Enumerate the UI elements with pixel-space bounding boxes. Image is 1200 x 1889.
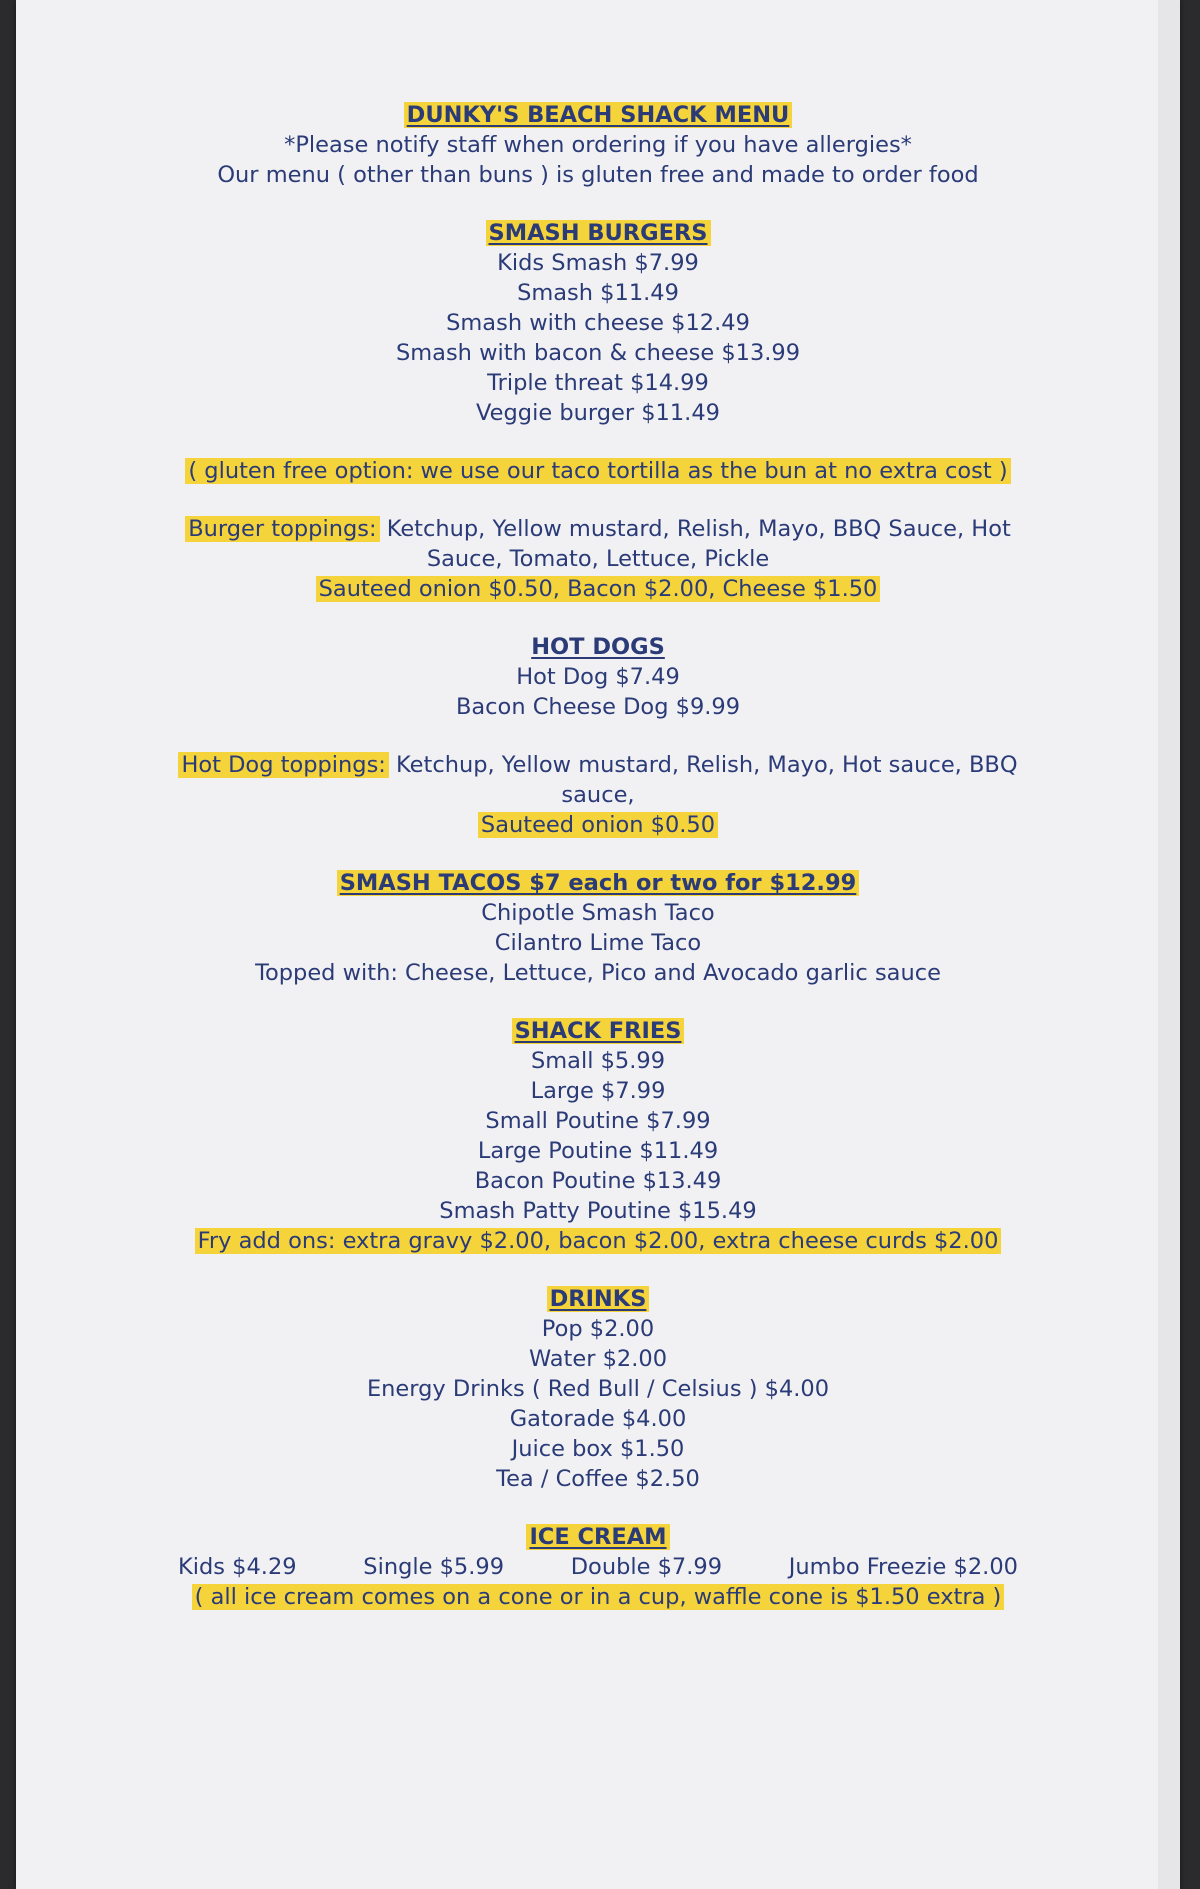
fries-heading: SHACK FRIES	[512, 1018, 685, 1044]
hotdog-toppings-list: Ketchup, Yellow mustard, Relish, Mayo, Hot sauce, BBQ	[388, 752, 1018, 778]
menu-item: Small Poutine $7.99	[485, 1108, 711, 1134]
allergy-notice: *Please notify staff when ordering if you have allergies*	[284, 132, 912, 158]
menu-title: DUNKY'S BEACH SHACK MENU	[404, 102, 793, 128]
icecream-note: ( all ice cream comes on a cone or in a cup, waffle cone is $1.50 extra )	[192, 1584, 1005, 1610]
menu-item: Chipotle Smash Taco	[481, 900, 715, 926]
menu-item: Bacon Cheese Dog $9.99	[455, 694, 741, 720]
menu-item: Smash Patty Poutine $15.49	[439, 1198, 757, 1224]
menu-item: Tea / Coffee $2.50	[496, 1466, 700, 1492]
menu-item: Small $5.99	[530, 1048, 666, 1074]
burger-paid-toppings: Sauteed onion $0.50, Bacon $2.00, Cheese $1.50	[316, 576, 881, 602]
menu-item: Kids $4.29	[178, 1554, 297, 1580]
menu-item: Jumbo Freezie $2.00	[788, 1554, 1018, 1580]
burger-toppings-list: Ketchup, Yellow mustard, Relish, Mayo, BBQ Sauce, Hot	[379, 516, 1011, 542]
hotdog-toppings-label: Hot Dog toppings:	[178, 752, 388, 778]
menu-item: Smash with cheese $12.49	[446, 310, 750, 336]
menu-item: Gatorade $4.00	[509, 1406, 687, 1432]
gluten-notice: Our menu ( other than buns ) is gluten free and made to order food	[217, 162, 979, 188]
hotdogs-heading: HOT DOGS	[531, 634, 665, 660]
icecream-items	[178, 1552, 1018, 1582]
menu-item: Water $2.00	[528, 1346, 668, 1372]
menu-item: Bacon Poutine $13.49	[474, 1168, 722, 1194]
burger-toppings-line	[16, 514, 1180, 544]
menu-item: Juice box $1.50	[511, 1436, 685, 1462]
menu-paper	[16, 0, 1180, 1889]
menu-item: Veggie burger $11.49	[476, 400, 720, 426]
tacos-heading: SMASH TACOS $7 each or two for $12.99	[337, 870, 860, 896]
menu-item: Hot Dog $7.49	[516, 664, 680, 690]
tacos-topped: Topped with: Cheese, Lettuce, Pico and Avocado garlic sauce	[255, 960, 941, 986]
menu-item: Kids Smash $7.99	[497, 250, 699, 276]
menu-item: Single $5.99	[363, 1554, 505, 1580]
menu-item: Smash with bacon & cheese $13.99	[395, 340, 801, 366]
menu-content	[16, 100, 1180, 1612]
menu-item: Energy Drinks ( Red Bull / Celsius ) $4.00	[366, 1376, 830, 1402]
menu-item: Large Poutine $11.49	[477, 1138, 719, 1164]
menu-item: Triple threat $14.99	[487, 370, 709, 396]
menu-item: Cilantro Lime Taco	[494, 930, 702, 956]
drinks-heading: DRINKS	[547, 1286, 650, 1312]
menu-item: Large $7.99	[530, 1078, 666, 1104]
menu-item: Double $7.99	[570, 1554, 723, 1580]
burger-toppings-list-cont: Sauce, Tomato, Lettuce, Pickle	[426, 546, 770, 572]
hotdog-paid-toppings: Sauteed onion $0.50	[478, 812, 718, 838]
burgers-heading: SMASH BURGERS	[486, 220, 711, 246]
hotdog-toppings-list-cont: sauce,	[561, 782, 635, 808]
fry-addons: Fry add ons: extra gravy $2.00, bacon $2.00, extra cheese curds $2.00	[195, 1228, 1002, 1254]
menu-item: Smash $11.49	[517, 280, 679, 306]
menu-item: Pop $2.00	[541, 1316, 655, 1342]
burger-toppings-label: Burger toppings:	[185, 516, 379, 542]
hotdog-toppings-line	[16, 750, 1180, 780]
icecream-heading: ICE CREAM	[526, 1524, 669, 1550]
gluten-free-option: ( gluten free option: we use our taco tortilla as the bun at no extra cost )	[185, 458, 1010, 484]
